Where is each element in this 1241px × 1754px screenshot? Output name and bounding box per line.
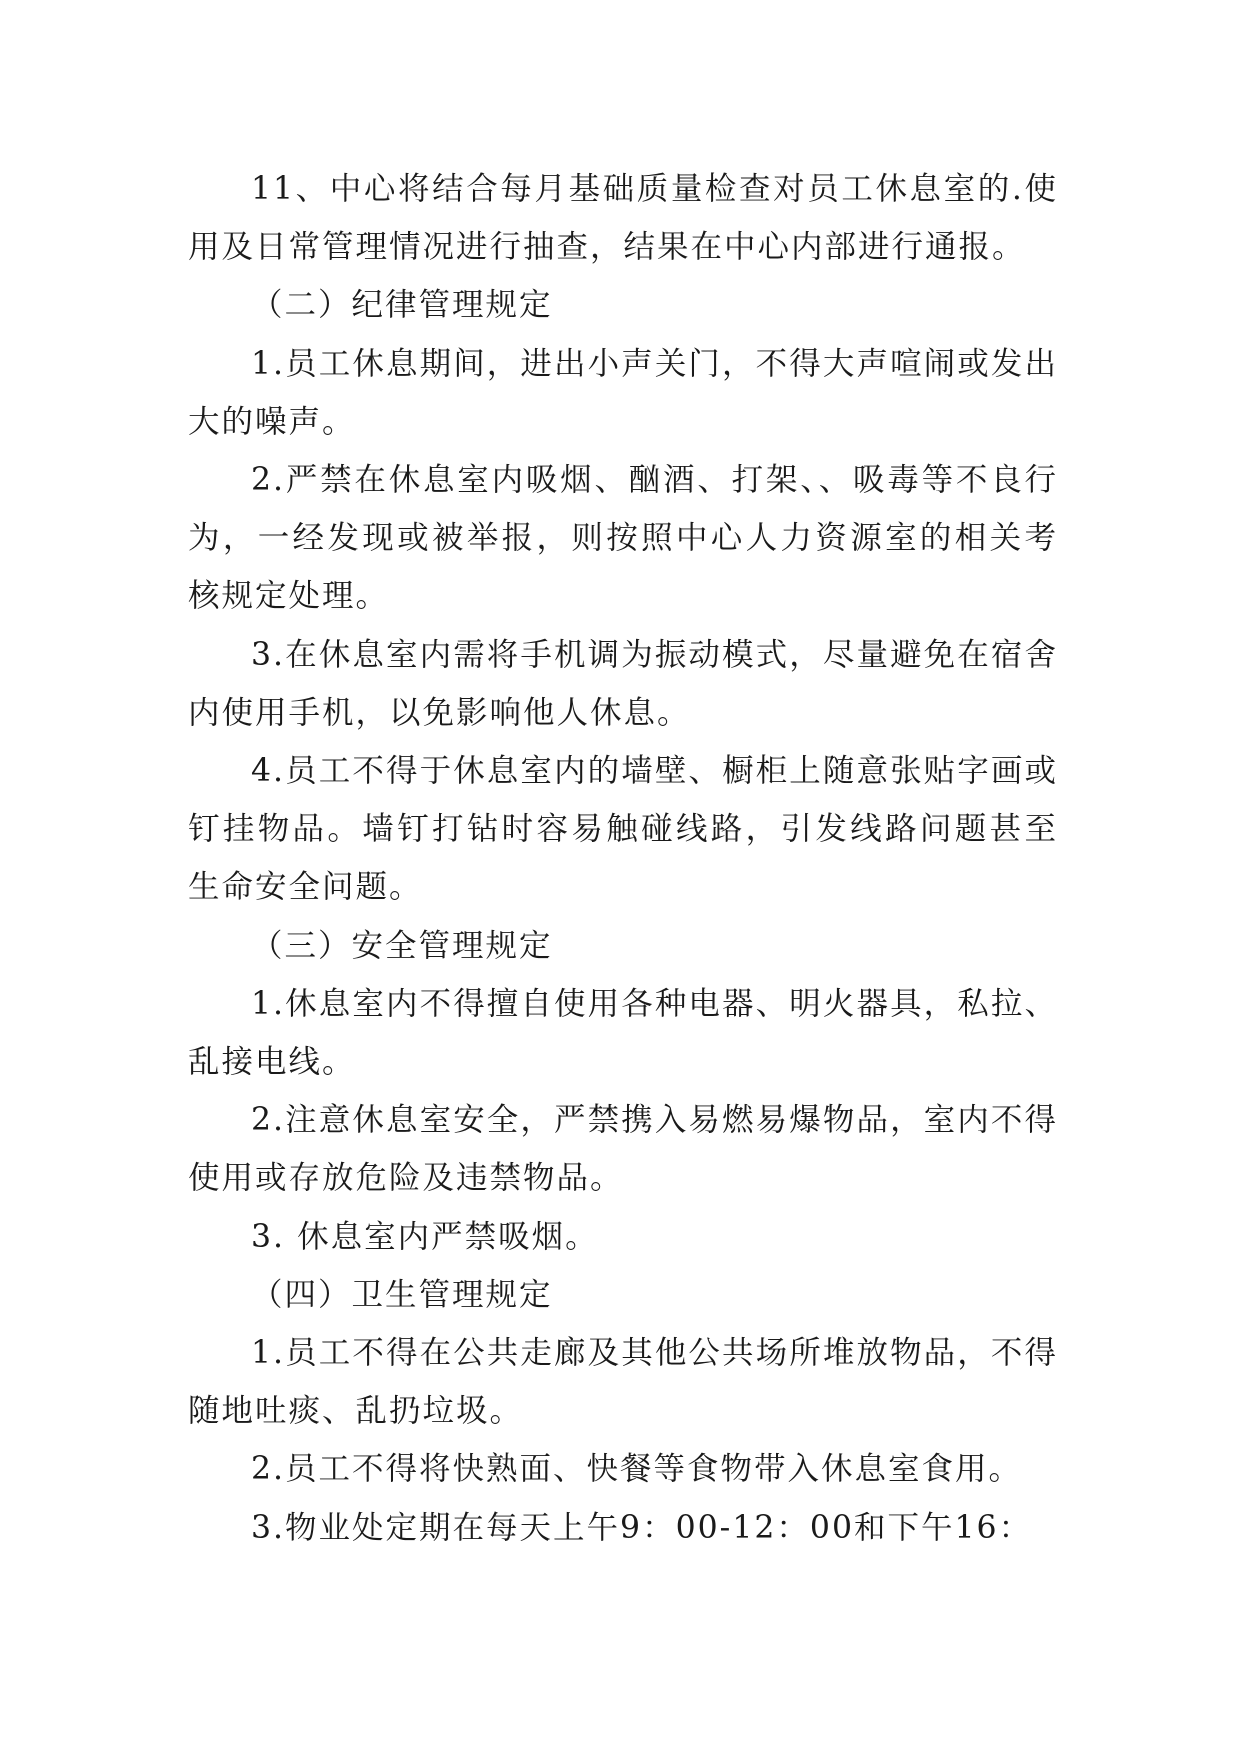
paragraph-item-11: 11、中心将结合每月基础质量检查对员工休息室的.使用及日常管理情况进行抽查，结果在中心内部进行通报。: [188, 171, 1058, 266]
section-heading-safety: （三）安全管理规定: [251, 927, 553, 964]
paragraph-hygiene-1: 1.员工不得在公共走廊及其他公共场所堆放物品，不得随地吐痰、乱扔垃圾。: [188, 1335, 1058, 1430]
paragraph-hygiene-3: 3.物业处定期在每天上午9：00-12：00和下午16：: [251, 1509, 1033, 1546]
paragraph-discipline-2: 2.严禁在休息室内吸烟、酗酒、打架、、吸毒等不良行为，一经发现或被举报，则按照中心人力资源室的相关考核规定处理。: [188, 462, 1058, 615]
paragraph-safety-2: 2.注意休息室安全，严禁携入易燃易爆物品，室内不得使用或存放危险及违禁物品。: [188, 1102, 1058, 1197]
section-heading-hygiene: （四）卫生管理规定: [251, 1276, 553, 1313]
paragraph-safety-3: 3. 休息室内严禁吸烟。: [251, 1218, 599, 1255]
document-body: [188, 160, 1058, 1557]
paragraph-discipline-4: 4.员工不得于休息室内的墙壁、橱柜上随意张贴字画或钉挂物品。墙钉打钻时容易触碰线路，引发线路问题甚至生命安全问题。: [188, 753, 1058, 906]
paragraph-hygiene-2: 2.员工不得将快熟面、快餐等食物带入休息室食用。: [251, 1451, 1023, 1488]
paragraph-safety-1: 1.休息室内不得擅自使用各种电器、明火器具，私拉、乱接电线。: [188, 985, 1058, 1081]
section-heading-discipline: （二）纪律管理规定: [251, 287, 553, 324]
paragraph-discipline-1: 1.员工休息期间，进出小声关门，不得大声喧闹或发出大的噪声。: [188, 345, 1058, 440]
paragraph-discipline-3: 3.在休息室内需将手机调为振动模式，尽量避免在宿舍内使用手机，以免影响他人休息。: [188, 636, 1058, 731]
